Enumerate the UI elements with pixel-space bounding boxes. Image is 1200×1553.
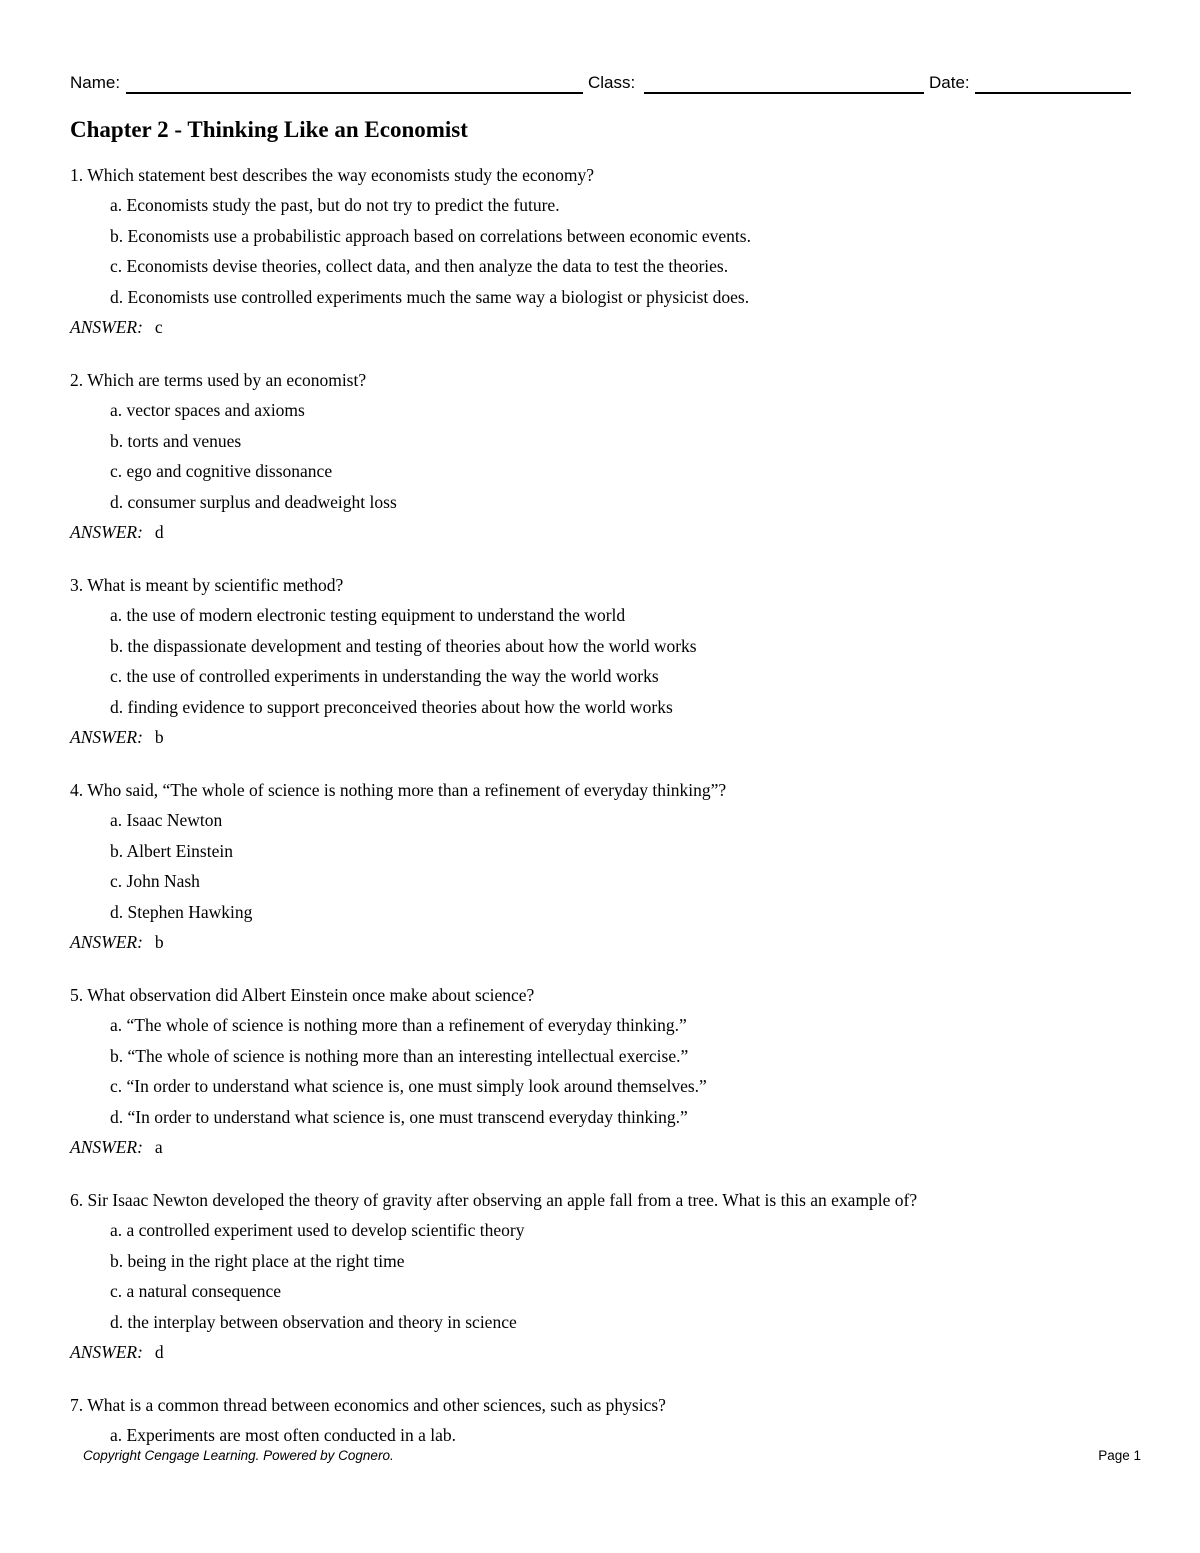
option-d: d. consumer surplus and deadweight loss bbox=[110, 491, 397, 512]
question-7 bbox=[70, 1390, 1150, 1451]
question-text: What is a common thread between economics and other sciences, such as physics? bbox=[87, 1395, 666, 1415]
question-stem bbox=[70, 570, 1150, 600]
question-2 bbox=[70, 365, 1150, 547]
question-text: Which statement best describes the way economists study the economy? bbox=[87, 165, 595, 185]
answer-label: ANSWER: bbox=[70, 317, 143, 337]
option-a: a. “The whole of science is nothing more than a refinement of everyday thinking.” bbox=[110, 1015, 687, 1035]
option-d: d. Stephen Hawking bbox=[110, 901, 253, 922]
question-text: Who said, “The whole of science is nothing more than a refinement of everyday thinking”? bbox=[87, 780, 727, 800]
answer-row bbox=[70, 517, 1150, 547]
class-label: Class: bbox=[588, 73, 636, 92]
answer-value: b bbox=[154, 727, 164, 747]
option-b: b. the dispassionate development and testing of theories about how the world works bbox=[110, 635, 697, 656]
option-b: b. Albert Einstein bbox=[110, 840, 233, 861]
question-3 bbox=[70, 570, 1150, 752]
student-info-header bbox=[70, 72, 1131, 98]
option-d: d. the interplay between observation and theory in science bbox=[110, 1311, 517, 1332]
answer-label: ANSWER: bbox=[70, 932, 143, 952]
option-d: d. “In order to understand what science is, one must transcend everyday thinking.” bbox=[110, 1106, 688, 1127]
page-number: Page 1 bbox=[1098, 1448, 1141, 1463]
option-b: b. “The whole of science is nothing more than an interesting intellectual exercise.” bbox=[110, 1045, 689, 1066]
option-a: a. the use of modern electronic testing equipment to understand the world bbox=[110, 605, 626, 625]
answer-value: c bbox=[154, 317, 163, 337]
answer-value: a bbox=[154, 1137, 163, 1157]
option-a: a. vector spaces and axioms bbox=[110, 400, 305, 420]
question-number: 3. bbox=[70, 575, 84, 595]
option-b: b. Economists use a probabilistic approach based on correlations between economic events. bbox=[110, 225, 751, 246]
answer-label: ANSWER: bbox=[70, 1137, 143, 1157]
question-4 bbox=[70, 775, 1150, 957]
option-c: c. the use of controlled experiments in understanding the way the world works bbox=[110, 666, 659, 686]
option-b: b. torts and venues bbox=[110, 430, 242, 451]
question-text: Sir Isaac Newton developed the theory of gravity after observing an apple fall from a tree. What is this an example of? bbox=[87, 1190, 918, 1210]
question-stem bbox=[70, 980, 1150, 1010]
answer-row bbox=[70, 722, 1150, 752]
question-stem bbox=[70, 160, 1150, 190]
answer-value: d bbox=[154, 1342, 164, 1362]
option-a: a. a controlled experiment used to develop scientific theory bbox=[110, 1220, 525, 1240]
chapter-title: Chapter 2 - Thinking Like an Economist bbox=[70, 117, 468, 142]
question-number: 1. bbox=[70, 165, 84, 185]
question-stem bbox=[70, 775, 1150, 805]
option-d: d. Economists use controlled experiments much the same way a biologist or physicist does. bbox=[110, 286, 750, 307]
answer-label: ANSWER: bbox=[70, 727, 143, 747]
option-a: a. Economists study the past, but do not try to predict the future. bbox=[110, 195, 560, 215]
question-list bbox=[70, 160, 1150, 1474]
question-6 bbox=[70, 1185, 1150, 1367]
option-c: c. John Nash bbox=[110, 871, 200, 891]
question-number: 7. bbox=[70, 1395, 84, 1415]
question-text: Which are terms used by an economist? bbox=[87, 370, 367, 390]
question-number: 2. bbox=[70, 370, 84, 390]
date-label: Date: bbox=[929, 73, 970, 92]
answer-label: ANSWER: bbox=[70, 522, 143, 542]
question-text: What observation did Albert Einstein once make about science? bbox=[87, 985, 535, 1005]
question-number: 4. bbox=[70, 780, 84, 800]
answer-value: d bbox=[154, 522, 164, 542]
option-b: b. being in the right place at the right time bbox=[110, 1250, 405, 1271]
copyright-text: Copyright Cengage Learning. Powered by Cognero. bbox=[83, 1448, 394, 1463]
name-field[interactable] bbox=[126, 92, 583, 94]
option-c: c. “In order to understand what science is, one must simply look around themselves.” bbox=[110, 1076, 707, 1096]
question-5 bbox=[70, 980, 1150, 1162]
option-a: a. Experiments are most often conducted in a lab. bbox=[110, 1425, 456, 1445]
question-number: 5. bbox=[70, 985, 84, 1005]
answer-row bbox=[70, 927, 1150, 957]
question-stem bbox=[70, 365, 1150, 395]
date-field[interactable] bbox=[975, 92, 1131, 94]
class-field[interactable] bbox=[644, 92, 924, 94]
answer-label: ANSWER: bbox=[70, 1342, 143, 1362]
option-d: d. finding evidence to support preconceived theories about how the world works bbox=[110, 696, 673, 717]
question-stem bbox=[70, 1390, 1150, 1420]
option-a: a. Isaac Newton bbox=[110, 810, 223, 830]
name-label: Name: bbox=[70, 73, 121, 92]
question-text: What is meant by scientific method? bbox=[87, 575, 344, 595]
question-stem bbox=[70, 1185, 1150, 1215]
question-number: 6. bbox=[70, 1190, 84, 1210]
answer-value: b bbox=[154, 932, 164, 952]
answer-row bbox=[70, 312, 1150, 342]
answer-row bbox=[70, 1337, 1150, 1367]
answer-row bbox=[70, 1132, 1150, 1162]
option-c: c. a natural consequence bbox=[110, 1281, 282, 1301]
option-c: c. ego and cognitive dissonance bbox=[110, 461, 333, 481]
question-1 bbox=[70, 160, 1150, 342]
option-c: c. Economists devise theories, collect data, and then analyze the data to test the theories. bbox=[110, 256, 729, 276]
